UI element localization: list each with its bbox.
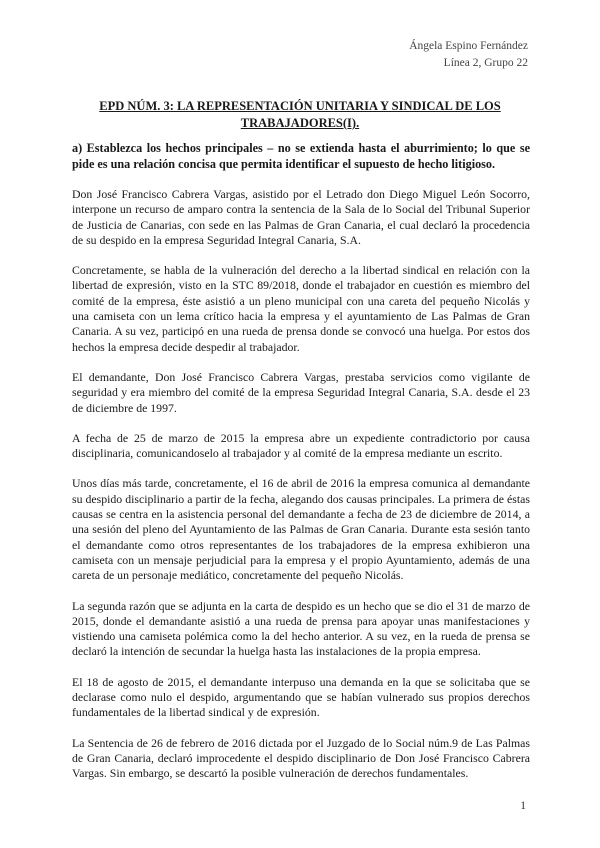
document-body (72, 140, 530, 797)
paragraph: Unos días más tarde, concretamente, el 16 de abril de 2016 la empresa comunica al demandante su despido disciplinario a partir de la fecha, alegando dos causas principales. La primera de éstas causas se centra en la asistencia personal del demandante a fecha de 23 de diciembre de 2014, a una sesión del pleno del Ayuntamiento de las Palmas de Gran Canaria. Durante esta sesión tanto el demandante como otros representantes de los trabajadores de la empresa exhibieron una camiseta con un mensaje perjudicial para la empresa y el propio Ayuntamiento, además de una careta de un personaje mediático, concretamente del pequeño Nicolás. (72, 476, 530, 583)
paragraph: El demandante, Don José Francisco Cabrera Vargas, prestaba servicios como vigilante de seguridad y era miembro del comité de la empresa Seguridad Integral Canaria, S.A. desde el 23 de diciembre de 1997. (72, 369, 530, 415)
paragraph: La segunda razón que se adjunta en la carta de despido es un hecho que se dio el 31 de marzo de 2015, donde el demandante asistió a una rueda de prensa para apoyar unas manifestaciones y vistiendo una camiseta polémica como la del hecho anterior. A su vez, en la rueda de prensa se declaró la intención de secundar la huelga hasta las instalaciones de la propia empresa. (72, 598, 530, 659)
paragraph: El 18 de agosto de 2015, el demandante interpuso una demanda en la que se solicitaba que se declarase como nulo el despido, argumentando que se habían vulnerado sus propios derechos fundamentales de la libertad sindical y de expresión. (72, 674, 530, 720)
header-author: Ángela Espino Fernández (409, 40, 528, 52)
page-header (409, 38, 528, 72)
paragraph: Concretamente, se habla de la vulneración del derecho a la libertad sindical en relación con la libertad de expresión, visto en la STC 89/2018, donde el trabajador en cuestión es miembro del comité de la empresa, éste asistió a un pleno municipal con una careta del pequeño Nicolás y una camiseta con un lema crítico hacia la empresa y el ayuntamiento de Las Palmas de Gran Canaria. A su vez, participó en una rueda de prensa donde se convocó una huelga. Por estos dos hechos la empresa decide despedir al trabajador. (72, 263, 530, 354)
document-title: EPD NÚM. 3: LA REPRESENTACIÓN UNITARIA Y SINDICAL DE LOS TRABAJADORES(I). (99, 99, 501, 130)
header-group: Línea 2, Grupo 22 (443, 57, 528, 69)
question-heading: a) Establezca los hechos principales – no se extienda hasta el aburrimiento; lo que se pide es una relación concisa que permita identificar el supuesto de hecho litigioso. (72, 141, 530, 171)
paragraph: Don José Francisco Cabrera Vargas, asistido por el Letrado don Diego Miguel León Socorro, interpone un recurso de amparo contra la sentencia de la Sala de lo Social del Tribunal Superior de Justicia de Canarias, con sede en las Palmas de Gran Canaria, el cual declaró la procedencia de su despido en la empresa Seguridad Integral Canaria, S.A. (72, 187, 530, 247)
page-number: 1 (520, 800, 526, 812)
paragraph: La Sentencia de 26 de febrero de 2016 dictada por el Juzgado de lo Social núm.9 de Las Palmas de Gran Canaria, declaró improcedente el despido disciplinario de Don José Francisco Cabrera Vargas. Sin embargo, se descartó la posible vulneración de derechos fundamentales. (72, 735, 530, 781)
paragraph: A fecha de 25 de marzo de 2015 la empresa abre un expediente contradictorio por causa disciplinaria, comunicandoselo al trabajador y al comité de la empresa mediante un escrito. (72, 430, 530, 461)
